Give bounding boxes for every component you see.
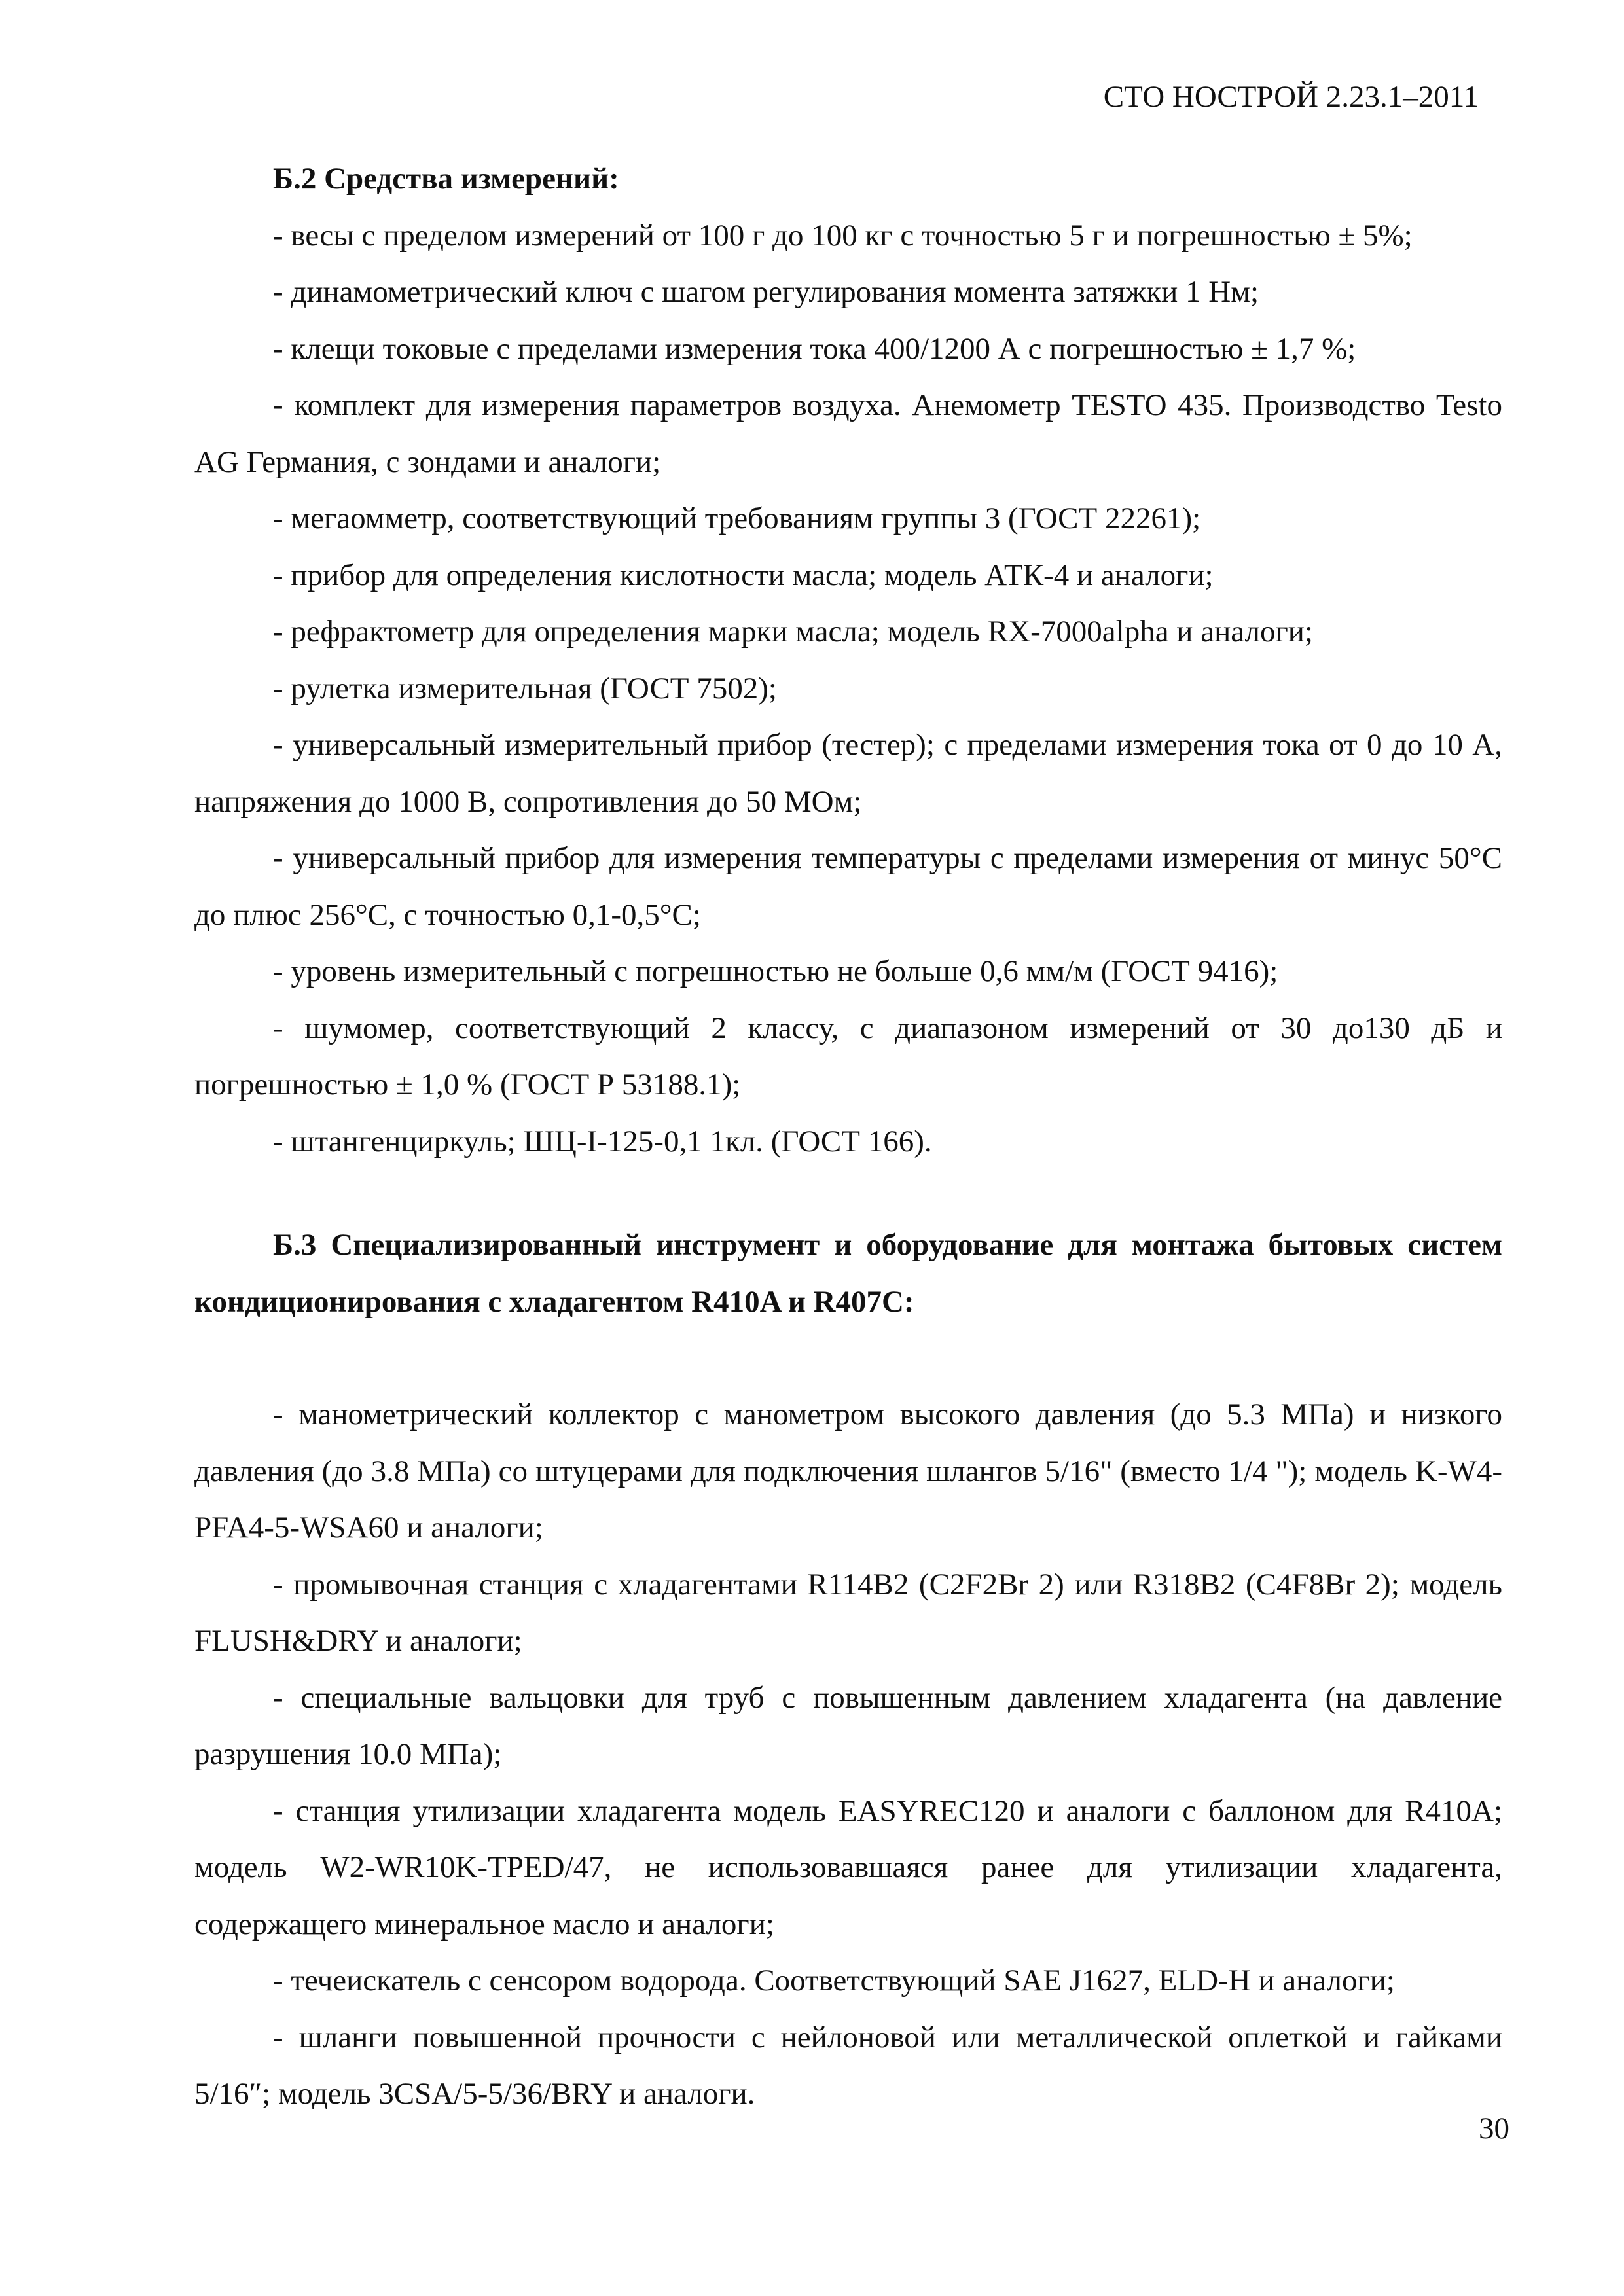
list-item-megohmmeter: - мегаомметр, соответствующий требованиям группы 3 (ГОСТ 22261);: [273, 501, 1201, 535]
list-item-flaring-tools: - специальные вальцовки для труб с повышенным давлением хладагента (на давление разрушения 10.0 МПа);: [194, 1680, 1502, 1771]
list-item-measuring-tape: - рулетка измерительная (ГОСТ 7502);: [273, 671, 777, 706]
list-item-multimeter: - универсальный измерительный прибор (тестер); с пределами измерения тока от 0 до 10 А, напряжения до 1000 В, сопротивления до 50 МОм;: [194, 728, 1502, 819]
page-number: 30: [1479, 2111, 1509, 2145]
section-spacer: [194, 1330, 1502, 1386]
list-item-air-parameters-kit: - комплект для измерения параметров воздуха. Анемометр TESTO 435. Производство Testo AG Германия, с зондами и аналоги;: [194, 388, 1502, 479]
list-item-sound-level-meter: - шумомер, соответствующий 2 классу, с диапазоном измерений от 30 до130 дБ и погрешностью ± 1,0 % (ГОСТ Р 53188.1);: [194, 1011, 1502, 1102]
section-b2-title: Б.2 Средства измерений:: [273, 162, 619, 196]
list-item-thermometer: - универсальный прибор для измерения температуры с пределами измерения от минус 50°С до плюс 256°С, с точностью 0,1-0,5°С;: [194, 841, 1502, 932]
list-item-clamp-meter: - клещи токовые с пределами измерения тока 400/1200 А с погрешностью ± 1,7 %;: [273, 331, 1356, 366]
list-item-flushing-station: - промывочная станция с хладагентами R114B2 (С2F2Вr 2) или R318B2 (C4F8Вr 2); модель FLUSH&DRY и аналоги;: [194, 1567, 1502, 1658]
section-spacer: [194, 1170, 1502, 1217]
section-b3-title: Б.3 Специализированный инструмент и оборудование для монтажа бытовых систем кондиционирования с хладагентом R410A и R407C:: [194, 1228, 1502, 1319]
document-body: [194, 151, 1502, 2123]
list-item-scales: - весы с пределом измерений от 100 г до 100 кг с точностью 5 г и погрешностью ± 5%;: [273, 218, 1413, 253]
list-item-caliper: - штангенциркуль; ШЦ-I-125-0,1 1кл. (ГОСТ 166).: [273, 1124, 932, 1158]
list-item-level: - уровень измерительный с погрешностью не больше 0,6 мм/м (ГОСТ 9416);: [273, 954, 1278, 988]
list-item-refractometer: - рефрактометр для определения марки масла; модель RX-7000alpha и аналоги;: [273, 615, 1313, 649]
document-code-header: СТО НОСТРОЙ 2.23.1–2011: [1103, 80, 1479, 114]
list-item-leak-detector: - течеискатель с сенсором водорода. Соответствующий SAE J1627, ELD-H и аналоги;: [273, 1964, 1395, 1998]
list-item-oil-acidity-tester: - прибор для определения кислотности масла; модель АТК-4 и аналоги;: [273, 558, 1214, 592]
list-item-hoses: - шланги повышенной прочности с нейлоновой или металлической оплеткой и гайками 5/16″; модель 3CSA/5-5/36/BRY и аналоги.: [194, 2020, 1502, 2111]
list-item-recovery-station: - станция утилизации хладагента модель EASYREC120 и аналоги с баллоном для R410A; модель W2-WR10K-TPED/47, не использовавшаяся ранее для утилизации хладагента, содержащего минеральное масло и аналоги;: [194, 1793, 1502, 1941]
list-item-manifold-gauge: - манометрический коллектор с манометром высокого давления (до 5.3 МПа) и низкого давления (до 3.8 МПа) со штуцерами для подключения шлангов 5/16" (вместо 1/4 "); модель K-W4-PFA4-5-WSA60 и аналоги;: [194, 1397, 1502, 1545]
list-item-torque-wrench: - динамометрический ключ с шагом регулирования момента затяжки 1 Нм;: [273, 275, 1259, 309]
